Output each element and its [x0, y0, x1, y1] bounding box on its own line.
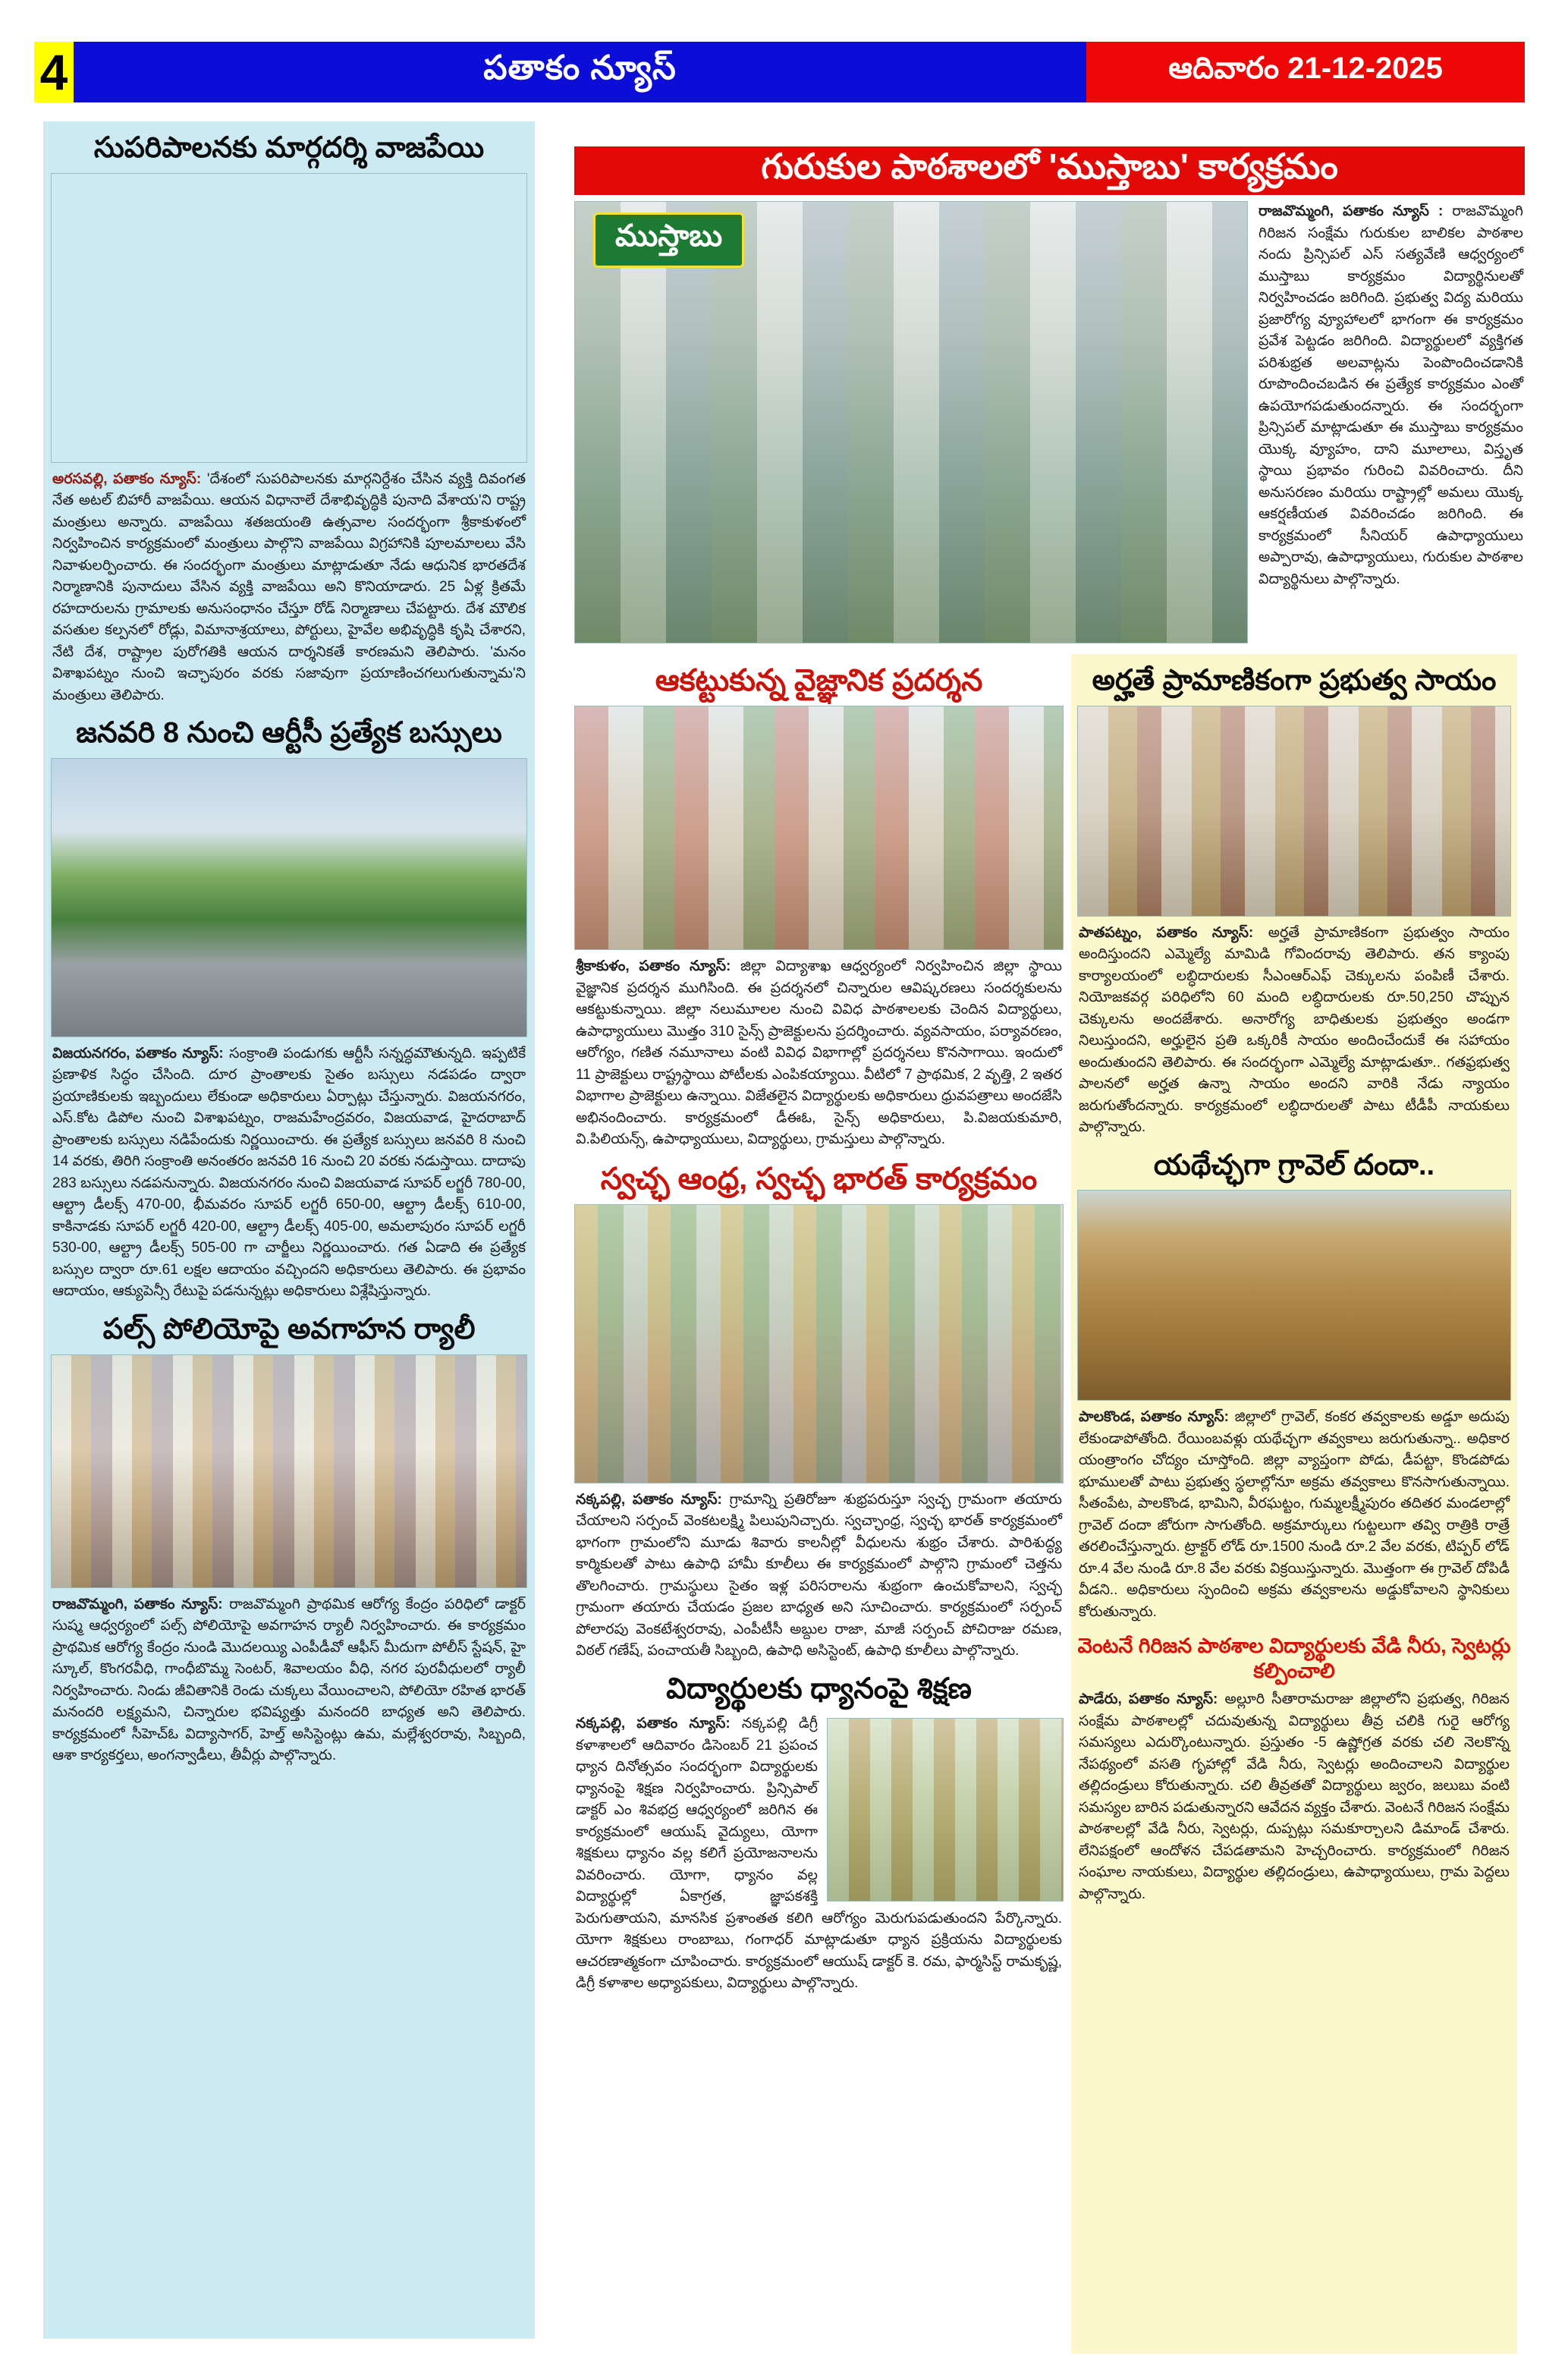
date-banner: ఆదివారం 21-12-2025	[1086, 42, 1525, 102]
gravel-body: పాలకొండ, పతాకం న్యూస్: జిల్లాలో గ్రావెల్, కంకర తవ్వకాలకు అడ్డూ అదుపు లేకుండాపోతోంది. రేయింబవళ్లు యథేచ్ఛగా తవ్వకాలు జరుగుతున్నా.. అధికార యంత్రాంగం చోద్యం చూస్తోంది. జిల్లా వ్యాప్తంగా పోడు, డీపట్టా, కొండపోడు భూములతో పాటు ప్రభుత్వ స్థలాల్లోనూ అక్రమ తవ్వకాలు కొనసాగుతున్నాయి. సీతంపేట, పాలకొండ, భామిని, వీరఘట్టం, గుమ్మలక్ష్మీపురం తదితర మండలాల్లో గ్రావెల్ దందా జోరుగా సాగుతోంది. అక్రమార్కులు గుట్టలుగా తవ్వి రాత్రికి రాత్రే తరలించేస్తున్నారు. ట్రాక్టర్ లోడ్ రూ.1500 నుండి రూ.2 వేల వరకు, టిప్పర్ లోడ్ రూ.4 వేల నుండి రూ.8 వేల వరకు విక్రయిస్తున్నారు. మొత్తంగా ఈ గ్రావెల్ దోపిడీ వీడని.. అధికారులు స్పందించి అక్రమ తవ్వకాలను అడ్డుకోవాలని స్థానికులు కోరుతున్నారు.	[1079, 1409, 1510, 1620]
meditation-dateline: నక్కపల్లి, పతాకం న్యూస్:	[576, 1716, 731, 1732]
article-rtc-buses	[51, 717, 527, 1303]
meditation-body: నక్కపల్లి, పతాకం న్యూస్: నక్కపల్లి డిగ్రీ కళాశాలలో ఆదివారం డిసెంబర్ 21 ప్రపంచ ధ్యాన దినోత్సవం సందర్భంగా విద్యార్థులకు ధ్యానంపై శిక్షణ నిర్వహించారు. ప్రిన్సిపాల్ డాక్టర్ ఎం శివభద్ర ఆధ్వర్యంలో జరిగిన ఈ కార్యక్రమంలో ఆయుష్ వైద్యులు, యోగా శిక్షకులు ధ్యానం వల్ల కలిగే ప్రయోజనాలను వివరించారు. యోగా, ధ్యానం వల్ల విద్యార్థుల్లో ఏకాగ్రత, జ్ఞాపకశక్తి పెరుగుతాయని, మానసిక ప్రశాంతత కలిగి ఆరోగ్యం మెరుగుపడుతుందని పేర్కొన్నారు. యోగా శిక్షకులు రాంబాబు, గంగాధర్ మాట్లాడుతూ ధ్యాన ప్రక్రియను విద్యార్థులకు ఆచరణాత్మకంగా చూపించారు. కార్యక్రమంలో ఆయుష్ డాక్టర్ కె. రమ, ఫార్మసిస్ట్ రామకృష్ణ, డిగ్రీ కళాశాల అధ్యాపకులు, విద్యార్థులు పాల్గొన్నారు.	[576, 1716, 1062, 1992]
cheque-distribution-photo	[1077, 706, 1511, 917]
govt-aid-headline: అర్హతే ప్రామాణికంగా ప్రభుత్వ సాయం	[1092, 665, 1497, 697]
vajpayee-body: అరసవల్లి, పతాకం న్యూస్: 'దేశంలో సుపరిపాలనకు మార్గనిర్దేశం చేసిన వ్యక్తి దివంగత నేత అటల్ బిహారీ వాజపేయి. ఆయన విధానాలే దేశాభివృద్ధికి పునాది వేశాయ'ని రాష్ట్ర మంత్రులు అన్నారు. వాజపేయి శతజయంతి ఉత్సవాల సందర్భంగా శ్రీకాకుళంలో నిర్వహించిన కార్యక్రమంలో మంత్రులు పాల్గొని వాజపేయి విగ్రహానికి పూలమాలలు వేసి నివాళులర్పించారు. ఈ సందర్భంగా మంత్రులు మాట్లాడుతూ నేడు ఆధునిక భారతదేశ నిర్మాణానికి పునాదులు వేసిన వ్యక్తి వాజపేయి అని కొనియాడారు. 25 ఏళ్ల క్రితమే రహదారులను గ్రామాలకు అనుసంధానం చేస్తూ రోడ్ నిర్మాణాలు చేపట్టారు. దేశ మౌలిక వసతుల కల్పనలో రోడ్లు, విమానాశ్రయాలు, పోర్టులు, హైవేల అభివృద్ధికి కృషి చేశారని, నేటి దేశ, రాష్ట్రాల పురోగతికి ఆయన దార్శనికతే కారణమని తెలిపారు. 'మనం విశాఖపట్నం నుంచి ఇచ్ఛాపురం వరకు సజావుగా ప్రయాణించగలుగుతున్నామ'ని మంత్రులు తెలిపారు.	[52, 470, 526, 703]
gravel-excavation-photo	[1077, 1190, 1511, 1401]
meditation-headline: విద్యార్థులకు ధ్యానంపై శిక్షణ	[666, 1672, 972, 1705]
center-column	[574, 654, 1064, 2354]
lower-columns	[574, 654, 1525, 2354]
article-meditation	[574, 1673, 1064, 1995]
polio-body: రాజవొమ్మంగి, పతాకం న్యూస్: రాజవొమ్మంగి ప్రాథమిక ఆరోగ్య కేంద్రం పరిధిలో డాక్టర్ సుష్మ ఆధ్వర్యంలో పల్స్ పోలియోపై అవగాహన ర్యాలీ నిర్వహించారు. ఈ కార్యక్రమం ప్రాథమిక ఆరోగ్య కేంద్రం నుండి మొదలయ్యి ఎంపీడీవో ఆఫీస్ మీదుగా పోలీస్ స్టేషన్, హై స్కూల్, కొంగరవీధి, గాంధీబొమ్మ సెంటర్, శివాలయం వీధి, నగర పురవీధులలో ర్యాలీ నిర్వహించారు. నిండు జీవితానికి రెండు చుక్కలు వేయించాలని, పోలియో రహిత భారత్ మనందరి లక్ష్యమని, చిన్నారుల భవిష్యత్తు మనందరి బాధ్యత అని తెలిపారు. కార్యక్రమంలో సీహెచ్ఓ విద్యాసాగర్, హెల్త్ అసిస్టెంట్లు ఉమ, మల్లేశ్వరరావు, సిబ్బంది, ఆశా కార్యకర్తలు, అంగన్వాడీలు, తీవీర్లు పాల్గొన్నారు.	[52, 1596, 526, 1764]
tribal-school-headline: వెంటనే గిరిజన పాఠశాల విద్యార్థులకు వేడి నీరు, స్వెటర్లు కల్పించాలి	[1077, 1634, 1511, 1682]
govt-aid-dateline: పాతపట్నం, పతాకం న్యూస్:	[1079, 924, 1254, 941]
mustabu-headline: గురుకుల పాఠశాలలో 'ముస్తాబు' కార్యక్రమం	[574, 146, 1525, 195]
article-swachh	[574, 1162, 1064, 1662]
center-right-area	[574, 146, 1525, 2354]
vajpayee-statue-photo	[51, 173, 527, 463]
meditation-session-photo	[827, 1718, 1064, 1902]
article-polio	[51, 1313, 527, 1767]
gravel-dateline: పాలకొండ, పతాకం న్యూస్:	[1079, 1409, 1229, 1426]
gravel-headline: యథేచ్ఛగా గ్రావెల్ దందా..	[1153, 1149, 1435, 1181]
science-headline: ఆకట్టుకున్న వైజ్ఞానిక ప్రదర్శన	[655, 664, 983, 697]
rtc-body: విజయనగరం, పతాకం న్యూస్: సంక్రాంతి పండుగకు ఆర్టీసీ సన్నద్ధమౌతున్నది. ఇప్పటికే ప్రణాళిక సిద్ధం చేసింది. దూర ప్రాంతాలకు సైతం బస్సులు నడపడం ద్వారా ప్రయాణికులకు ఇబ్బందులు లేకుండా అధికారులు ఏర్పాట్లు చేస్తున్నారు. విజయనగరం, ఎస్.కోట డిపోల నుంచి విశాఖపట్నం, రాజమహేంద్రవరం, విజయవాడ, హైదరాబాద్ ప్రాంతాలకు బస్సులు నడిపేందుకు నిర్ణయించారు. ఈ ప్రత్యేక బస్సులు జనవరి 8 నుంచి 14 వరకు, తిరిగి సంక్రాంతి అనంతరం జనవరి 16 నుంచి 20 వరకు నడుస్తాయి. దాదాపు 283 బస్సులు నడపనున్నారు. విజయనగరం నుంచి విజయవాడ సూపర్ లగ్జరీ 780-00, ఆల్ట్రా డీలక్స్ 470-00, భీమవరం సూపర్ లగ్జరీ 650-00, ఆల్ట్రా డీలక్స్ 610-00, కాకినాడకు సూపర్ లగ్జరీ 420-00, ఆల్ట్రా డీలక్స్ 405-00, అమలాపురం సూపర్ లగ్జరీ 530-00, ఆల్ట్రా డీలక్స్ 505-00 గా చార్జీలు నిర్ణయించారు. గత ఏడాది ఈ ప్రత్యేక బస్సుల ద్వారా రూ.61 లక్షల ఆదాయం వచ్చిందని అధికారులు తెలిపారు. ఈ ప్రభావం ఆదాయం, ఆక్యుపెన్సీ రేటుపై పడనున్నట్లు అధికారులు విశ్లేషిస్తున్నారు.	[52, 1045, 526, 1300]
swachh-street-photo	[574, 1204, 1064, 1483]
mustabu-text-column	[1248, 201, 1525, 643]
polio-dateline: రాజవొమ్మంగి, పతాకం న్యూస్:	[52, 1596, 223, 1612]
article-vajpayee	[51, 132, 527, 706]
mustabu-photo-banner: ముస్తాబు	[593, 212, 744, 268]
mustabu-dateline: రాజవొమ్మంగి, పతాకం న్యూస్ :	[1258, 203, 1444, 219]
science-body: శ్రీకాకుళం, పతాకం న్యూస్: జిల్లా విద్యాశాఖ ఆధ్వర్యంలో నిర్వహించిన జిల్లా స్థాయి వైజ్ఞానిక ప్రదర్శన ముగిసింది. ఈ ప్రదర్శనలో చిన్నారుల ఆవిష్కరణలు సందర్శకులను ఆకట్టుకున్నాయి. జిల్లా నలుమూలల నుంచి వివిధ పాఠశాలలకు చెందిన విద్యార్థులు, ఉపాధ్యాయులు మొత్తం 310 సైన్స్ ప్రాజెక్టులను ప్రదర్శించారు. వ్యవసాయం, పర్యావరణం, ఆరోగ్యం, గణిత నమూనాలు వంటి వివిధ విభాగాల్లో ప్రదర్శనలు కొనసాగాయి. ఇందులో 11 ప్రాజెక్టులు రాష్ట్రస్థాయి పోటీలకు ఎంపికయ్యాయి. వీటిలో 7 ప్రాథమిక, 2 వృత్తి, 2 ఇతర విభాగాల ప్రాజెక్టులు ఉన్నాయి. విజేతలైన విద్యార్థులకు అధికారులు ధ్రువపత్రాలు అందజేసి అభినందించారు. కార్యక్రమంలో డీఈఓ, సైన్స్ అధికారులు, పి.విజయకుమారి, వి.పిలియన్స్, ఉపాధ్యాయులు, విద్యార్థులు, గ్రామస్తులు పాల్గొన్నారు.	[576, 958, 1062, 1147]
page-header	[34, 42, 1525, 102]
mustabu-article	[574, 201, 1525, 643]
article-govt-aid	[1077, 665, 1511, 1139]
vajpayee-headline: సుపరిపాలనకు మార్గదర్శి వాజపేయి	[93, 132, 485, 164]
mustabu-body: రాజవొమ్మంగి, పతాకం న్యూస్ : రాజవొమ్మంగి గిరిజన సంక్షేమ గురుకుల బాలికల పాఠశాల నందు ప్రిన్సిపల్ ఎస్ సత్యవేణి ఆధ్వర్యంలో ముస్తాబు కార్యక్రమం విద్యార్థినులతో నిర్వహించడం జరిగింది. ప్రభుత్వ విద్య మరియు ప్రజారోగ్య వ్యూహాలలో భాగంగా ఈ కార్యక్రమం ప్రవేశ పెట్టడం జరిగింది. విద్యార్థులలో వ్యక్తిగత పరిశుభ్రత అలవాట్లను పెంపొందించడానికి రూపొందించబడిన ఈ ప్రత్యేక కార్యక్రమం ఎంతో ఉపయోగపడుతుందన్నారు. ఈ సందర్భంగా ప్రిన్సిపల్ మాట్లాడుతూ ఈ ముస్తాబు కార్యక్రమం యొక్క వ్యూహం, దాని మూలాలు, విస్తృత స్థాయి ప్రభావం గురించి వివరించారు. దీని అనుసరణం మరియు రాష్ట్రాల్లో అమలు యొక్క ఆకర్షణీయత వివరించడం జరిగింది. ఈ కార్యక్రమంలో సీనియర్ ఉపాధ్యాయులు అప్పారావు, ఉపాధ్యాయులు, గురుకుల పాఠశాల విద్యార్థినులు పాల్గొన్నారు.	[1258, 203, 1524, 587]
rtc-dateline: విజయనగరం, పతాకం న్యూస్:	[52, 1045, 224, 1062]
article-science	[574, 663, 1064, 1151]
rtc-buses-photo	[51, 758, 527, 1037]
masthead-title: పతాకం న్యూస్	[74, 42, 1086, 102]
swachh-body: నక్కపల్లి, పతాకం న్యూస్: గ్రామాన్ని ప్రతిరోజూ శుభ్రపరుస్తూ స్వచ్ఛ గ్రామంగా తయారు చేయాలని సర్పంచ్ వెంకటలక్ష్మి పిలుపునిచ్చారు. స్వచ్ఛాంధ్ర, స్వచ్ఛ భారత్ కార్యక్రమంలో భాగంగా గ్రామంలోని మూడు శివారు కాలనీల్లో వీధులను శుభ్రం చేశారు. పారిశుద్ధ్య కార్మికులతో పాటు ఉపాధి హామీ కూలీలు ఈ కార్యక్రమంలో పాల్గొని గ్రామంలో చెత్తను తొలగించారు. గ్రామస్థులు సైతం ఇళ్ల పరిసరాలను శుభ్రంగా ఉంచుకోవాలని, స్వచ్ఛ గ్రామంగా తయారు చేయడం ప్రజల బాధ్యత అని సూచించారు. కార్యక్రమంలో సర్పంచ్ పోలారపు వెంకటేశ్వరరావు, ఎంపీటీసీ అబ్దుల రాజా, మాజీ సర్పంచ్ పోచిరాజు రమణ, విఠల్ గణేష్, పంచాయతీ సిబ్బంది, ఉపాధి అసిస్టెంట్, ఉపాధి కూలీలు పాల్గొన్నారు.	[576, 1491, 1062, 1659]
tribal-school-dateline: పాడేరు, పతాకం న్యూస్:	[1079, 1691, 1218, 1708]
article-gravel	[1077, 1150, 1511, 1624]
rtc-headline: జనవరి 8 నుంచి ఆర్టీసీ ప్రత్యేక బస్సులు	[76, 717, 502, 750]
article-tribal-school	[1077, 1634, 1511, 1905]
tribal-school-body: పాడేరు, పతాకం న్యూస్: అల్లూరి సీతారామరాజు జిల్లాలోని ప్రభుత్వ, గిరిజన సంక్షేమ పాఠశాలల్లో చదువుతున్న విద్యార్థులు తీవ్ర చలికి గురై ఆరోగ్య సమస్యలు ఎదుర్కొంటున్నారు. ప్రస్తుతం -5 ఉష్ణోగ్రత వరకు చలి నెలకొన్న నేపథ్యంలో వసతి గృహాల్లో వేడి నీరు, స్వెటర్లు అందించాలని విద్యార్థుల తల్లిదండ్రులు కోరుతున్నారు. చలి తీవ్రతతో విద్యార్థులు జ్వరం, జలుబు వంటి సమస్యల బారిన పడుతున్నారని ఆవేదన వ్యక్తం చేశారు. వెంటనే గిరిజన సంక్షేమ పాఠశాలల్లో వేడి నీరు, స్వెటర్లు, దుప్పట్లు సమకూర్చాలని డిమాండ్ చేశారు. లేనిపక్షంలో ఆందోళన చేపడతామని హెచ్చరించారు. కార్యక్రమంలో గిరిజన సంఘాల నాయకులు, విద్యార్థుల తల్లిదండ్రులు, ఉపాధ్యాయులు, గ్రామ పెద్దలు పాల్గొన్నారు.	[1079, 1691, 1510, 1902]
science-expo-photo	[574, 706, 1064, 950]
right-column	[1071, 654, 1517, 2354]
polio-headline: పల్స్ పోలియోపై అవగాహన ర్యాలీ	[102, 1313, 476, 1345]
swachh-dateline: నక్కపల్లి, పతాకం న్యూస్:	[576, 1491, 722, 1508]
science-dateline: శ్రీకాకుళం, పతాకం న్యూస్:	[576, 958, 731, 974]
govt-aid-body: పాతపట్నం, పతాకం న్యూస్: అర్హతే ప్రామాణికంగా ప్రభుత్వం సాయం అందిస్తుందని ఎమ్మెల్యే మామిడి గోవిందరావు తెలిపారు. తన క్యాంపు కార్యాలయంలో లబ్ధిదారులకు సీఎంఆర్ఎఫ్ చెక్కులను పంపిణీ చేశారు. నియోజకవర్గ పరిధిలోని 60 మంది లబ్ధిదారులకు రూ.50,250 చొప్పున చెక్కులను అందజేశారు. అనారోగ్య బాధితులకు ప్రభుత్వం అండగా నిలుస్తుందని, అర్హులైన ప్రతి ఒక్కరికీ సాయం అందించేందుకే ఈ సహాయం అందుతుందని తెలిపారు. ఈ సందర్భంగా ఎమ్మెల్యే మాట్లాడుతూ.. గతఫ్రభుత్వ పాలనలో అర్హత ఉన్నా సాయం అందని వారికి నేడు న్యాయం జరుగుతోందన్నారు. కార్యక్రమంలో లబ్ధిదారులతో పాటు టీడీపీ నాయకులు పాల్గొన్నారు.	[1079, 924, 1510, 1136]
swachh-headline: స్వచ్ఛ ఆంధ్ర, స్వచ్ఛ భారత్ కార్యక్రమం	[600, 1162, 1038, 1196]
mustabu-school-photo	[574, 201, 1248, 643]
vajpayee-dateline: అరసవల్లి, పతాకం న్యూస్:	[52, 470, 202, 487]
page-number: 4	[34, 42, 74, 102]
polio-rally-photo	[51, 1354, 527, 1588]
left-column	[43, 121, 535, 2339]
